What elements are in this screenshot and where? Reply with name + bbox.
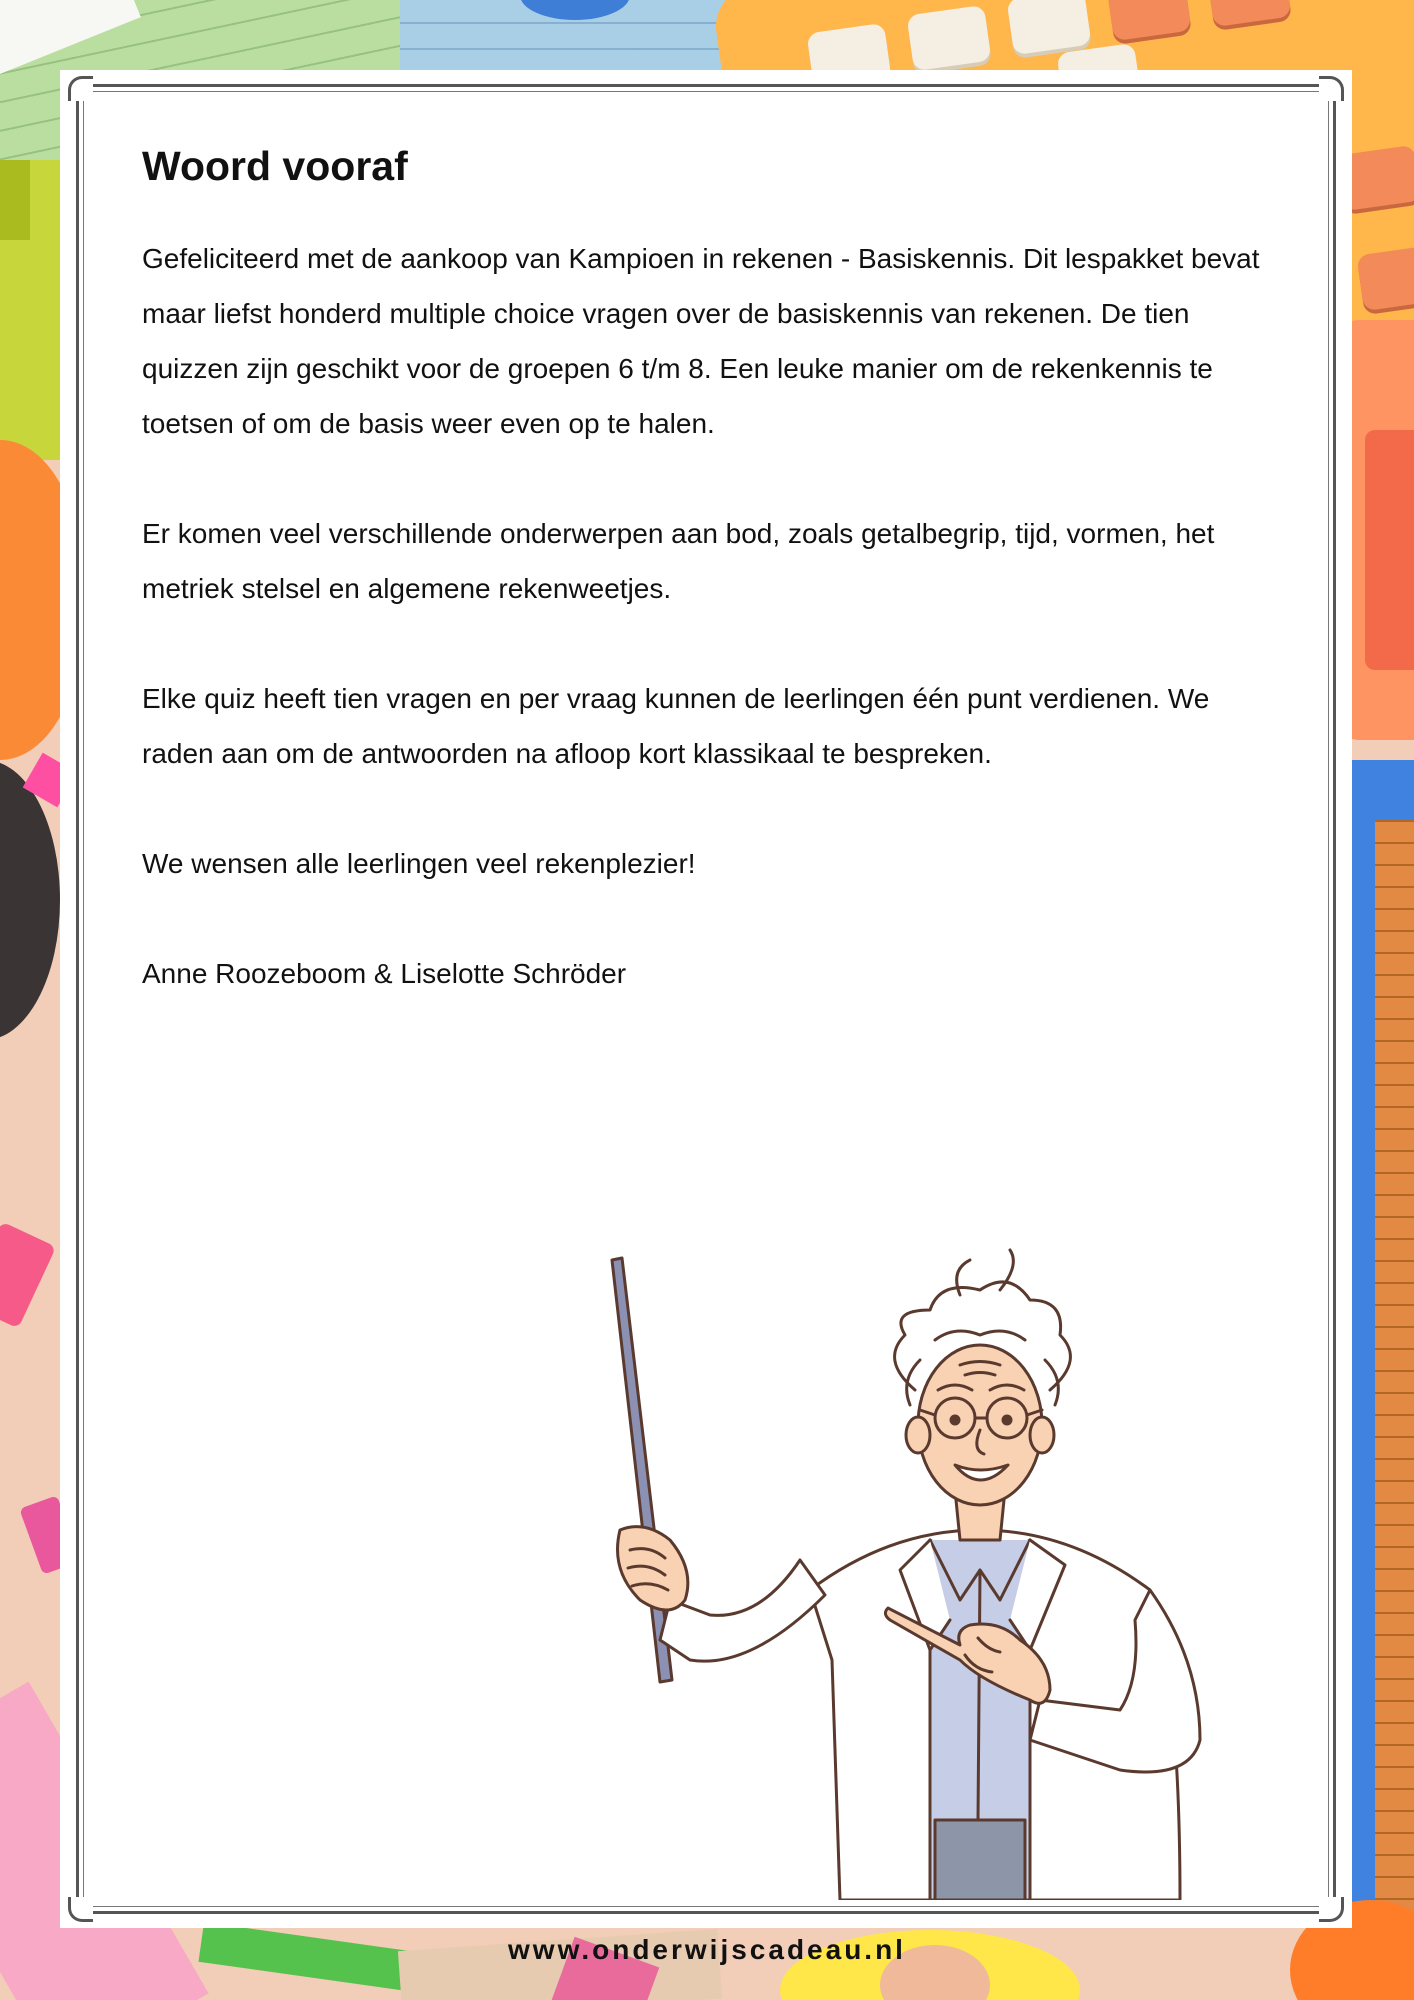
wish-paragraph: We wensen alle leerlingen veel rekenplezier! bbox=[142, 848, 696, 880]
frame-corner bbox=[68, 1897, 93, 1922]
authors-signature: Anne Roozeboom & Liselotte Schröder bbox=[142, 958, 627, 990]
topics-paragraph: Er komen veel verschillende onderwerpen aan bod, zoals getalbegrip, tijd, vormen, het metriek stelsel en algemene rekenweetjes. bbox=[142, 518, 1215, 605]
professor-with-pointer-icon bbox=[560, 1240, 1280, 1900]
preface-page bbox=[60, 70, 1352, 1928]
page-title: Woord vooraf bbox=[142, 143, 408, 189]
frame-corner bbox=[1319, 1897, 1344, 1922]
preface-content bbox=[142, 140, 1262, 1001]
intro-paragraph: Gefeliciteerd met de aankoop van Kampioen in rekenen - Basiskennis. Dit lespakket bevat maar liefst honderd multiple choice vragen over de basiskennis van rekenen. De tien quizzen zijn geschikt voor de groepen 6 t/m 8. Een leuke manier om de rekenkennis te toetsen of om de basis weer even op te halen. bbox=[142, 243, 1260, 440]
footer-website-url[interactable]: www.onderwijscadeau.nl bbox=[508, 1934, 906, 1965]
scoring-paragraph: Elke quiz heeft tien vragen en per vraag kunnen de leerlingen één punt verdienen. We raden aan om de antwoorden na afloop kort klassikaal te bespreken. bbox=[142, 683, 1210, 770]
frame-corner bbox=[1319, 76, 1344, 101]
frame-corner bbox=[68, 76, 93, 101]
